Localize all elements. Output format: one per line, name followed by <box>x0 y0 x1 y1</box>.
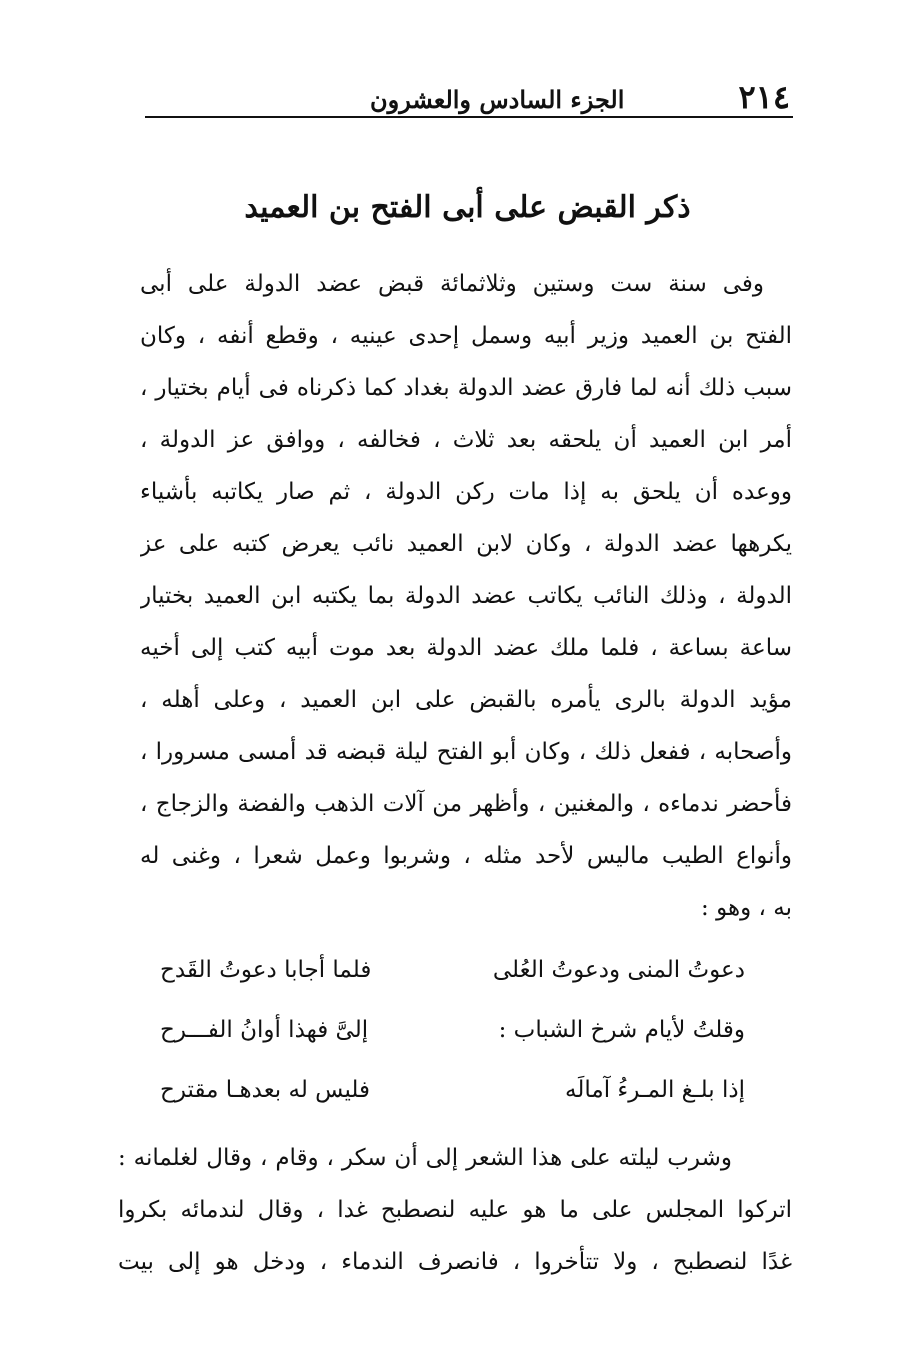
closing-paragraph <box>118 1132 792 1288</box>
poem-couplet <box>160 1062 745 1122</box>
text-line: الدولة ، وذلك النائب يكاتب عضد الدولة بما يكتبه ابن العميد بختيار <box>140 583 792 609</box>
body-paragraph <box>140 258 792 934</box>
poem-hemistich-first: إذا بلـغ المـرءُ آمالَه <box>565 1077 745 1103</box>
section-title: ذكر القبض على أبى الفتح بن العميد <box>244 190 691 225</box>
text-line: وشرب ليلته على هذا الشعر إلى أن سكر ، وقام ، وقال لغلمانه : <box>118 1145 732 1171</box>
text-line: أمر ابن العميد أن يلحقه بعد ثلاث ، فخالفه ، ووافق عز الدولة ، <box>140 427 792 453</box>
text-line: به ، وهو : <box>701 895 792 921</box>
running-head <box>145 78 790 118</box>
page-number: ٢١٤ <box>738 78 790 116</box>
text-line: وأصحابه ، ففعل ذلك ، وكان أبو الفتح ليلة قبضه قد أمسى مسرورا ، <box>140 739 792 765</box>
text-line: ساعة بساعة ، فلما ملك عضد الدولة بعد موت أبيه كتب إلى أخيه <box>140 635 792 661</box>
poem-hemistich-second: فلما أجابا دعوتُ القَدح <box>160 957 372 983</box>
text-line: سبب ذلك أنه لما فارق عضد الدولة بغداد كما ذكرناه فى أيام بختيار ، <box>140 375 792 401</box>
poem-couplet <box>160 942 745 1002</box>
poem-hemistich-second: إلىَّ فهذا أوانُ الفـــرح <box>160 1017 369 1043</box>
poem <box>160 942 745 1122</box>
poem-hemistich-first: دعوتُ المنى ودعوتُ العُلى <box>492 957 745 983</box>
header-rule <box>145 116 793 118</box>
text-line: وفى سنة ست وستين وثلاثمائة قبض عضد الدولة على أبى <box>140 271 764 297</box>
poem-couplet <box>160 1002 745 1062</box>
text-line: اتركوا المجلس على ما هو عليه لنصطبح غدا ، وقال لندمائه بكروا <box>118 1197 792 1223</box>
text-line: يكرهها عضد الدولة ، وكان لابن العميد نائب يعرض كتبه على عز <box>140 531 792 557</box>
running-head-title: الجزء السادس والعشرون <box>370 85 625 114</box>
poem-hemistich-second: فليس له بعدهـا مقترح <box>160 1077 371 1103</box>
text-line: وأنواع الطيب ماليس لأحد مثله ، وشربوا وعمل شعرا ، وغنى له <box>140 843 792 869</box>
text-line: فأحضر ندماءه ، والمغنين ، وأظهر من آلات الذهب والفضة والزجاج ، <box>140 791 792 817</box>
text-line: الفتح بن العميد وزير أبيه وسمل إحدى عينيه ، وقطع أنفه ، وكان <box>140 323 792 349</box>
text-line: غدًا لنصطبح ، ولا تتأخروا ، فانصرف الندماء ، ودخل هو إلى بيت <box>118 1249 792 1275</box>
poem-hemistich-first: وقلتُ لأيام شرخ الشباب : <box>498 1017 745 1043</box>
text-line: ووعده أن يلحق به إذا مات ركن الدولة ، ثم صار يكاتبه بأشياء <box>140 479 792 505</box>
text-line: مؤيد الدولة بالرى يأمره بالقبض على ابن العميد ، وعلى أهله ، <box>140 687 792 713</box>
